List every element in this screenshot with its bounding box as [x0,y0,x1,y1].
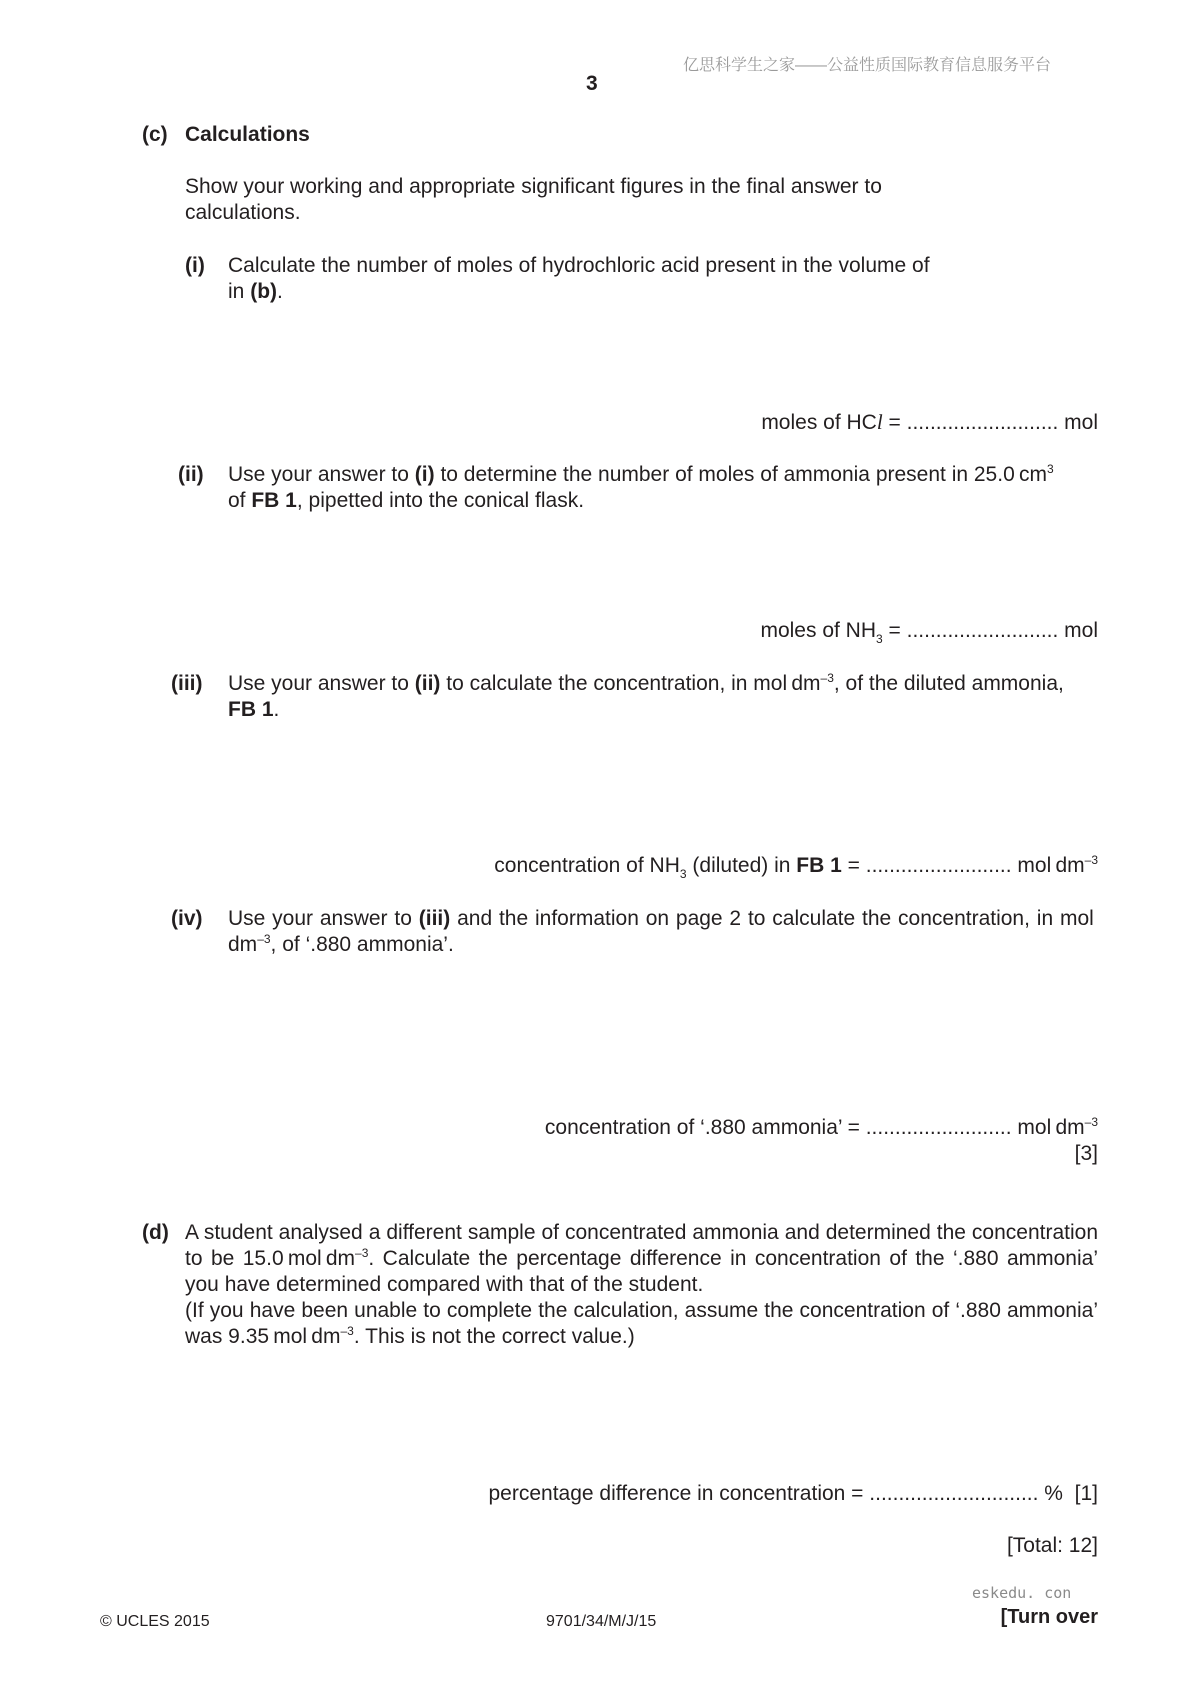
header-watermark: 亿思科学生之家——公益性质国际教育信息服务平台 [683,57,1052,74]
footer-copyright: © UCLES 2015 [100,1613,210,1630]
footer-watermark: eskedu. con [972,1584,1072,1602]
item-ii-ref-b: FB 1 [251,489,297,512]
section-d-label: (d) [142,1221,169,1244]
section-d-answer: percentage difference in concentration = ............................. % [1] [488,1482,1098,1505]
item-ii-question [228,462,1098,514]
item-ii-text-a: Use your answer to [228,463,409,486]
section-c-instructions: Show your working and appropriate significant figures in the final answer to calculations. [185,175,882,224]
item-ii-sup: 3 [1046,462,1054,476]
item-i-question [228,253,988,305]
section-d-question [185,1220,1098,1350]
item-iii-answer-sub: 3 [679,867,687,881]
item-iii-answer-mid: (diluted) in [686,854,797,877]
item-ii-ref-a: (i) [414,463,435,486]
item-ii-answer [760,618,1098,644]
item-iii-text-d: . [273,698,280,721]
section-c-title: Calculations [185,123,310,146]
item-i-ref: (b) [250,280,278,303]
item-iv-label: (iv) [171,907,203,930]
item-iii-answer-sup: –3 [1084,853,1098,867]
item-i-answer [761,409,1098,436]
item-i-label: (i) [185,254,205,277]
item-iii-answer-rest: = ......................... mol dm [841,854,1085,877]
footer-code: 9701/34/M/J/15 [546,1613,657,1630]
item-ii-text-d: , pipetted into the conical flask. [296,489,585,512]
item-iv-text-c: , of ‘.880 ammonia’. [270,933,454,956]
page-number: 3 [586,72,598,95]
item-iii-text-b: to calculate the concentration, in mol dm [446,672,821,695]
item-iii-text-c: , of the diluted ammonia, [833,672,1064,695]
item-iii-text-a: Use your answer to [228,672,409,695]
item-iii-label: (iii) [171,672,203,695]
section-d-text-d: . This is not the correct value.) [353,1325,635,1348]
section-d-text-b: . Calculate the percentage difference in concentration of the ‘.880 ammonia’ you have determined compared with that of the student. [185,1247,1098,1296]
item-iv-ref-a: (iii) [418,907,451,930]
item-ii-answer-sub: 3 [876,632,883,646]
item-iii-answer-prefix: concentration of NH [494,854,680,877]
item-i-text-2: in [228,280,245,303]
item-ii-answer-prefix: moles of NH [760,619,876,642]
item-iii-question [228,671,1098,723]
item-iii-ref-b: FB 1 [228,698,274,721]
item-iii-answer-ref: FB 1 [796,854,842,877]
total-marks: [Total: 12] [1006,1534,1098,1557]
section-d-sup-a: –3 [355,1246,369,1260]
item-iii-ref-a: (ii) [414,672,441,695]
item-iv-answer-sup: –3 [1084,1115,1098,1129]
section-c-label: (c) [142,123,168,146]
item-i-end: . [277,280,283,303]
item-ii-text-c: of [228,489,246,512]
item-ii-answer-rest: = .......................... mol [882,619,1098,642]
section-d-text-a: A student analysed a different sample of concentrated ammonia and determined the concentration to be 15.0 mol dm [185,1221,1098,1270]
item-iii-answer [494,853,1098,879]
item-i-text-1: Calculate the number of moles of hydrochloric acid present in the volume of [228,254,930,277]
item-ii-label: (ii) [178,463,204,486]
section-d-sup-c: –3 [340,1324,354,1338]
item-iv-question [228,906,1098,958]
item-iv-sup: –3 [257,932,271,946]
item-i-answer-l: l [876,410,883,434]
item-iv-text-a: Use your answer to [228,907,412,930]
item-i-answer-prefix: moles of HC [761,411,877,434]
item-iv-text-b: and the information on page 2 to calculate the concentration, in mol dm [228,907,1098,956]
item-iv-marks: [3] [1074,1142,1098,1165]
turn-over: [Turn over [1000,1606,1098,1628]
section-d-text-c: (If you have been unable to complete the calculation, assume the concentration of ‘.880 ammonia’ was 9.35 mol dm [185,1299,1098,1348]
item-iv-answer-text: concentration of ‘.880 ammonia’ = ......................... mol dm [544,1116,1085,1139]
item-i-answer-rest: = .......................... mol [882,411,1098,434]
item-iii-sup: –3 [820,671,834,685]
item-ii-text-b: to determine the number of moles of ammonia present in 25.0 cm [440,463,1047,486]
item-iv-answer [545,1115,1098,1141]
